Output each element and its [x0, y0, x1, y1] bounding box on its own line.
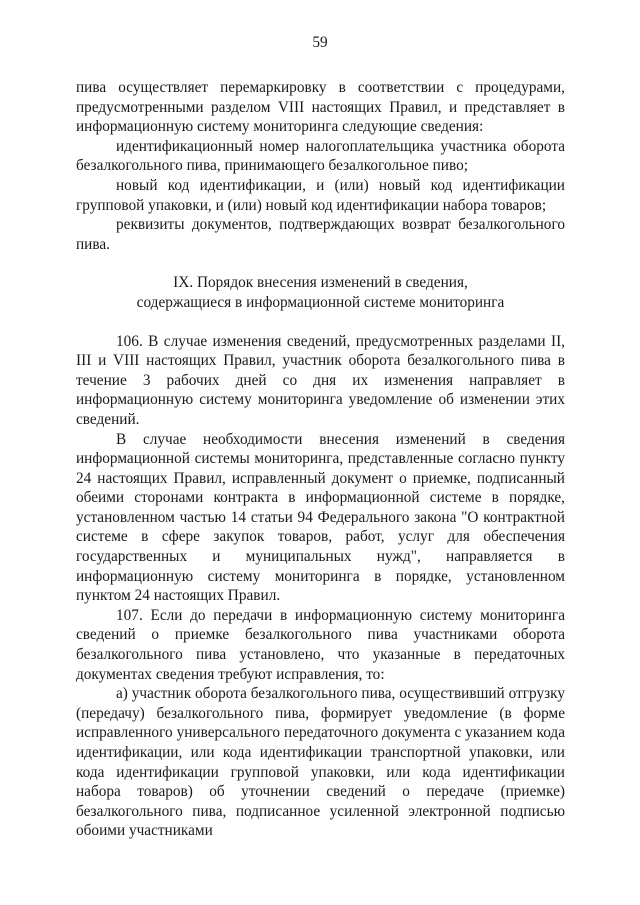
document-body [76, 78, 565, 841]
paragraph-new-code: новый код идентификации, и (или) новый код идентификации групповой упаковки, и (или) новый код идентификации набора товаров; [76, 176, 565, 214]
paragraph-106-amendment: В случае необходимости внесения изменений в сведения информационной системы мониторинга, представленные согласно пункту 24 настоящих Правил, исправленный документ о приемке, подписанный обеими сторонами контракта в информационной системе в порядке, установленном частью 14 статьи 94 Федерального закона "О контрактной системе в сфере закупок товаров, работ, услуг для обеспечения государственных и муниципальных нужд", направляется в информационную систему мониторинга в порядке, установленном пунктом 24 настоящих Правил. [76, 430, 565, 605]
section-heading [76, 273, 565, 312]
paragraph-inn: идентификационный номер налогоплательщика участника оборота безалкогольного пива, принимающего безалкогольное пиво; [76, 137, 565, 175]
paragraph-107-a: а) участник оборота безалкогольного пива, осуществивший отгрузку (передачу) безалкогольного пива, формирует уведомление (в форме исправленного универсального передаточного документа с указанием кода идентификации, или кода идентификации транспортной упаковки, или кода идентификации групповой упаковки, или кода идентификации набора товаров) об уточнении сведений о передаче (приемке) безалкогольного пива, подписанное усиленной электронной подписью обоими участниками [76, 685, 565, 840]
paragraph-107: 107. Если до передачи в информационную систему мониторинга сведений о приемке безалкогольного пива участниками оборота безалкогольного пива установлено, что указанные в передаточных документах сведения требуют исправления, то: [76, 606, 565, 683]
paragraph-continuation: пива осуществляет перемаркировку в соответствии с процедурами, предусмотренными разделом VIII настоящих Правил, и представляет в информационную систему мониторинга следующие сведения: [76, 79, 565, 136]
section-heading-line-1: IX. Порядок внесения изменений в сведения, [173, 274, 468, 292]
page-number: 59 [312, 34, 328, 51]
paragraph-106: 106. В случае изменения сведений, предусмотренных разделами II, III и VIII настоящих Правил, участник оборота безалкогольного пива в течение 3 рабочих дней со дня их изменения направляет в информационную систему мониторинга уведомление об изменении этих сведений. [76, 332, 565, 428]
paragraph-return-docs: реквизиты документов, подтверждающих возврат безалкогольного пива. [76, 216, 565, 253]
section-heading-line-2: содержащиеся в информационной системе мониторинга [136, 293, 505, 311]
